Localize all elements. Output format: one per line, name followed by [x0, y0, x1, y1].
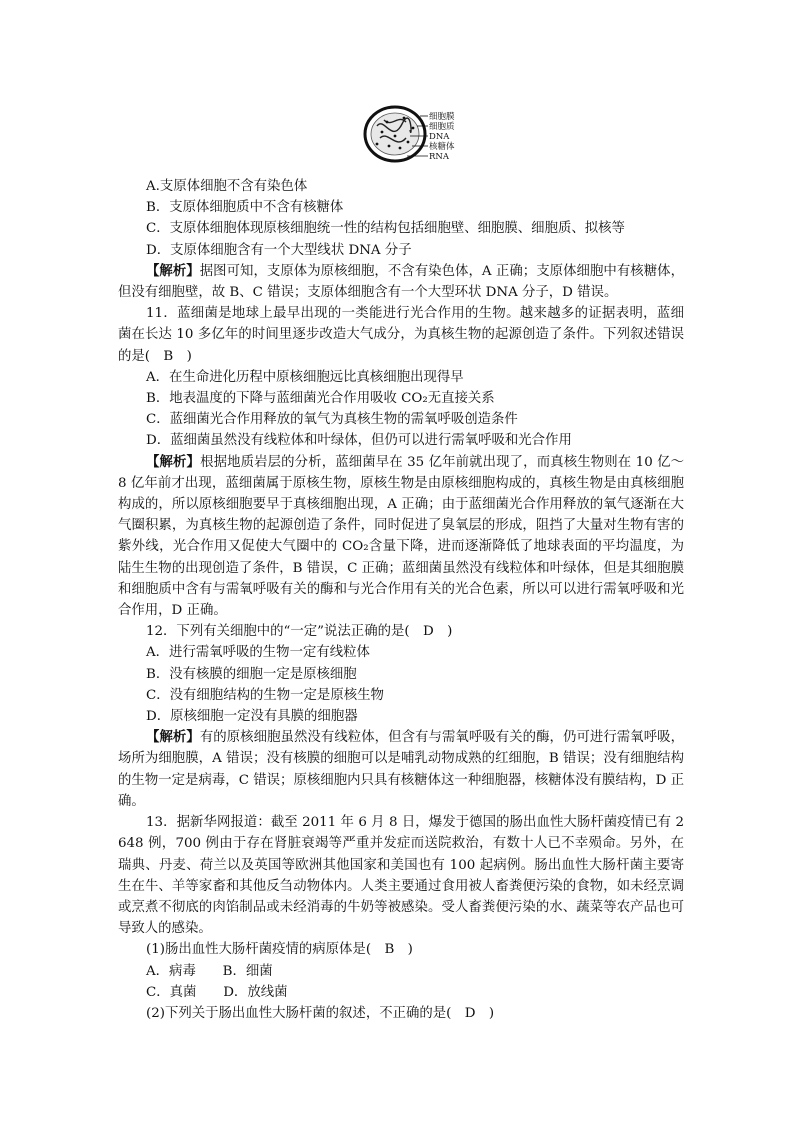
- q10-analysis-text: 据图可知，支原体为原核细胞，不含有染色体，A 正确；支原体细胞中有核糖体，但没有细胞壁，故 B、C 错误；支原体细胞含有一个大型环状 DNA 分子，D 错误。: [118, 263, 684, 301]
- q11-analysis: [118, 452, 684, 622]
- mycoplasma-diagram: [362, 104, 482, 170]
- label-cytoplasm: 细胞质: [429, 122, 455, 132]
- mycoplasma-diagram-svg: [362, 104, 482, 170]
- q11-option-a: A．在生命进化历程中原核细胞远比真核细胞出现得早: [146, 369, 464, 385]
- q12-stem: 12．下列有关细胞中的“一定”说法正确的是( D ): [146, 624, 453, 640]
- q12-option-a: A．进行需氧呼吸的生物一定有线粒体: [146, 645, 370, 661]
- q12-option-b: B．没有核膜的细胞一定是原核细胞: [146, 666, 357, 682]
- q10-option-d: D．支原体细胞含有一个大型线状 DNA 分子: [146, 242, 412, 258]
- q13-stem: 13．据新华网报道：截至 2011 年 6 月 8 日，爆发于德国的肠出血性大肠杆菌疫情已有 2 648 例，700 例由于存在肾脏衰竭等严重并发症而送院救治，有数十人已不幸殒命。另外，在瑞典、丹麦、荷兰以及英国等欧洲其他国家和美国也有 100 起病例。肠出血性大肠杆菌主要寄生在牛、羊等家畜和其他反刍动物体内。人类主要通过食用被人畜粪便污染的食物，如未经烹调或烹煮不彻底的肉馅制品或未经消毒的牛奶等被感染。受人畜粪便污染的水、蔬菜等农产品也可导致人的感染。: [118, 815, 684, 937]
- q10-option-c: C．支原体细胞体现原核细胞统一性的结构包括细胞壁、细胞膜、细胞质、拟核等: [146, 221, 625, 237]
- q11-analysis-text: 根据地质岩层的分析，蓝细菌早在 35 亿年前就出现了，而真核生物则在 10 亿～8 亿年前才出现，蓝细菌属于原核生物，原核生物是由原核细胞构成的，真核生物是由真核细胞构成的，所以原核细胞要早于真核细胞出现，A 正确；由于蓝细菌光合作用释放的氧气逐渐在大气圈积累，为真核生物的起源创造了条件，同时促进了臭氧层的形成，阻挡了大量对生物有害的紫外线，光合作用又促使大气圈中的 CO₂含量下降，进而逐渐降低了地球表面的平均温度，为陆生生物的出现创造了条件，B 错误，C 正确；蓝细菌虽然没有线粒体和叶绿体，但是其细胞膜和细胞质中含有与需氧呼吸有关的酶和与光合作用有关的光合色素，所以可以进行需氧呼吸和光合作用，D 正确。: [118, 454, 684, 619]
- label-ribosome: 核糖体: [429, 142, 455, 152]
- cytoplasm-shape: [371, 113, 419, 155]
- q13-sub1-options-ab: A．病毒 B．细菌: [146, 963, 273, 979]
- q13-sub1-options-cd: C．真菌 D．放线菌: [146, 984, 288, 1000]
- q12-analysis-text: 有的原核细胞虽然没有线粒体，但含有与需氧呼吸有关的酶，仍可进行需氧呼吸，场所为细胞膜，A 错误；没有核膜的细胞可以是哺乳动物成熟的红细胞，B 错误；没有细胞结构的生物一定是病毒，C 错误；原核细胞内只具有核糖体这一种细胞器，核糖体没有膜结构，D 正确。: [118, 730, 685, 809]
- document-body: [118, 176, 684, 1024]
- label-rna: RNA: [429, 152, 449, 162]
- q12-option-d: D．原核细胞一定没有具膜的细胞器: [146, 709, 358, 725]
- analysis-tag: 【解析】: [146, 453, 201, 470]
- label-dna: DNA: [429, 132, 450, 142]
- q11-option-c: C．蓝细菌光合作用释放的氧气为真核生物的需氧呼吸创造条件: [146, 412, 518, 428]
- q12-option-c: C．没有细胞结构的生物一定是原核生物: [146, 687, 384, 703]
- analysis-tag: 【解析】: [146, 729, 200, 746]
- label-cell-membrane: 细胞膜: [429, 112, 455, 122]
- q13-sub2-stem: (2)下列关于肠出血性大肠杆菌的叙述，不正确的是( D ): [146, 1005, 495, 1021]
- q11-option-d: D．蓝细菌虽然没有线粒体和叶绿体，但仍可以进行需氧呼吸和光合作用: [146, 433, 572, 449]
- q13-sub1-stem: (1)肠出血性大肠杆菌疫情的病原体是( B ): [146, 942, 413, 958]
- q10-option-b: B．支原体细胞质中不含有核糖体: [146, 200, 344, 216]
- q10-option-a: A.支原体细胞不含有染色体: [146, 179, 308, 194]
- analysis-tag: 【解析】: [146, 262, 200, 279]
- q11-option-b: B．地表温度的下降与蓝细菌光合作用吸收 CO₂无直接关系: [146, 391, 495, 407]
- q12-analysis: [118, 727, 684, 812]
- q10-analysis: [118, 261, 684, 303]
- q11-stem: 11．蓝细菌是地球上最早出现的一类能进行光合作用的生物。越来越多的证据表明，蓝细菌在长达 10 多亿年的时间里逐步改造大气成分，为真核生物的起源创造了条件。下列叙述错误的是( B ): [118, 306, 684, 364]
